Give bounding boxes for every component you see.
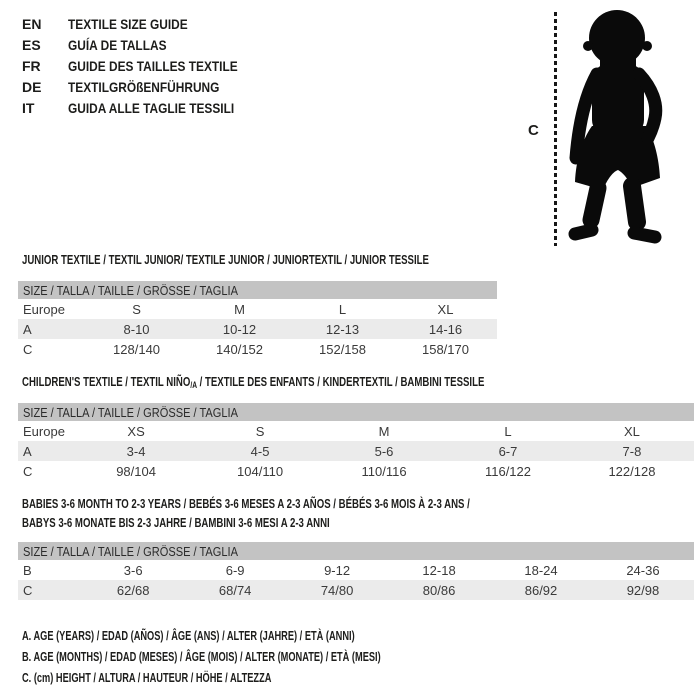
language-row-de [22,76,268,97]
babies-size-table [18,542,694,600]
footnote-a [22,626,507,647]
size-cell: 128/140 [113,341,161,357]
table-row-b [18,560,694,580]
toddler-silhouette-icon [562,8,682,244]
size-cell: 116/122 [484,463,531,479]
language-label: GUIDA ALLE TAGLIE TESSILI [68,99,235,116]
size-cell: 5-6 [374,443,394,459]
language-label: TEXTILE SIZE GUIDE [68,15,188,32]
title-main: CHILDREN'S TEXTILE / TEXTIL NIÑO [22,374,191,389]
language-code: EN [22,15,42,32]
size-cell: 12-18 [422,562,456,578]
size-cell: 98/104 [116,463,156,479]
size-header-bar [18,281,497,299]
language-label: GUIDE DES TAILLES TEXTILE [68,57,238,74]
size-cell: 4-5 [250,443,270,459]
language-label: TEXTILGRÖßENFÜHRUNG [68,78,220,95]
size-cell: S [255,423,265,439]
row-label: Europe [23,301,65,317]
title-rest: / TEXTILE DES ENFANTS / KINDERTEXTIL / BAMBINI TESSILE [196,374,485,389]
language-code: DE [22,78,42,95]
table-row-a [18,319,497,339]
size-cell: 104/110 [237,463,284,479]
table-row-c [18,580,694,600]
junior-size-table [18,281,497,359]
size-cell: 74/80 [320,582,354,598]
table-row-c [18,339,497,359]
size-cell: M [234,301,245,317]
title-sub: /A [190,380,197,390]
footnote-c-text: C. (cm) HEIGHT / ALTURA / HAUTEUR / HÖHE / ALTEZZA [22,671,272,685]
language-code: IT [22,99,35,116]
row-label: A [23,321,32,337]
size-cell: 3-4 [126,443,146,459]
footnote-a-text: A. AGE (YEARS) / EDAD (AÑOS) / ÂGE (ANS) / ALTER (JAHRE) / ETÀ (ANNI) [22,629,355,643]
size-cell: 18-24 [524,562,558,578]
size-header-label: SIZE / TALLA / TAILLE / GRÖSSE / TAGLIA [23,404,238,420]
childrens-table-title-text [22,374,484,390]
row-label: C [23,582,33,598]
language-code: FR [22,57,41,74]
footnote-b [22,647,507,668]
size-cell: M [378,423,390,439]
childrens-size-table [18,403,694,481]
height-dashed-line [554,12,557,246]
footnote-c [22,668,507,689]
size-cell: 3-6 [123,562,143,578]
size-cell: XL [624,423,640,439]
size-header-bar [18,542,694,560]
size-header-bar [18,403,694,421]
size-cell: 9-12 [324,562,351,578]
height-label-c: C [528,122,539,139]
size-cell: XL [437,301,454,317]
size-cell: 6-7 [498,443,518,459]
language-row-fr [22,55,268,76]
size-header-label: SIZE / TALLA / TAILLE / GRÖSSE / TAGLIA [23,282,238,298]
junior-table-title-text: JUNIOR TEXTILE / TEXTIL JUNIOR/ TEXTILE JUNIOR / JUNIORTEXTIL / JUNIOR TESSILE [22,252,429,267]
size-cell: L [338,301,347,317]
size-cell: 68/74 [218,582,252,598]
language-row-es [22,34,268,55]
row-label: Europe [23,423,65,439]
size-cell: 80/86 [422,582,456,598]
size-cell: 152/158 [319,341,366,357]
babies-title-line2: BABYS 3-6 MONATE BIS 2-3 JAHRE / BAMBINI 3-6 MESI A 2-3 ANNI [22,515,330,530]
size-cell: 7-8 [622,443,642,459]
row-label: C [23,341,33,357]
footnote-b-text: B. AGE (MONTHS) / EDAD (MESES) / ÂGE (MOIS) / ALTER (MONATE) / ETÀ (MESI) [22,650,381,664]
language-code: ES [22,36,41,53]
size-cell: 62/68 [116,582,150,598]
table-row-c [18,461,694,481]
size-cell: 12-13 [325,321,360,337]
size-cell: 8-10 [123,321,150,337]
size-cell: 14-16 [428,321,463,337]
size-cell: 158/170 [421,341,469,357]
language-row-it [22,97,268,118]
junior-table-title [22,252,572,267]
size-header-label: SIZE / TALLA / TAILLE / GRÖSSE / TAGLIA [23,543,238,559]
table-row-europe [18,421,694,441]
size-cell: XS [127,423,145,439]
language-label: GUÍA DE TALLAS [68,36,167,53]
table-row-europe [18,299,497,319]
size-cell: 6-9 [225,562,245,578]
footnotes [22,626,507,689]
row-label: B [23,562,32,578]
size-cell: L [504,423,512,439]
size-cell: S [132,301,141,317]
row-label: A [23,443,32,459]
size-cell: 122/128 [608,463,656,479]
row-label: C [23,463,33,479]
size-cell: 86/92 [524,582,558,598]
childrens-table-title [22,374,647,390]
size-cell: 110/116 [361,463,407,479]
size-cell: 92/98 [626,582,660,598]
babies-table-title [22,494,627,532]
table-row-a [18,441,694,461]
size-cell: 140/152 [216,341,264,357]
size-cell: 10-12 [222,321,257,337]
language-list [22,13,268,118]
language-row-en [22,13,268,34]
babies-title-line1: BABIES 3-6 MONTH TO 2-3 YEARS / BEBÉS 3-6 MESES A 2-3 AÑOS / BÉBÉS 3-6 MOIS À 2-3 ANS / [22,496,470,511]
size-cell: 24-36 [626,562,660,578]
